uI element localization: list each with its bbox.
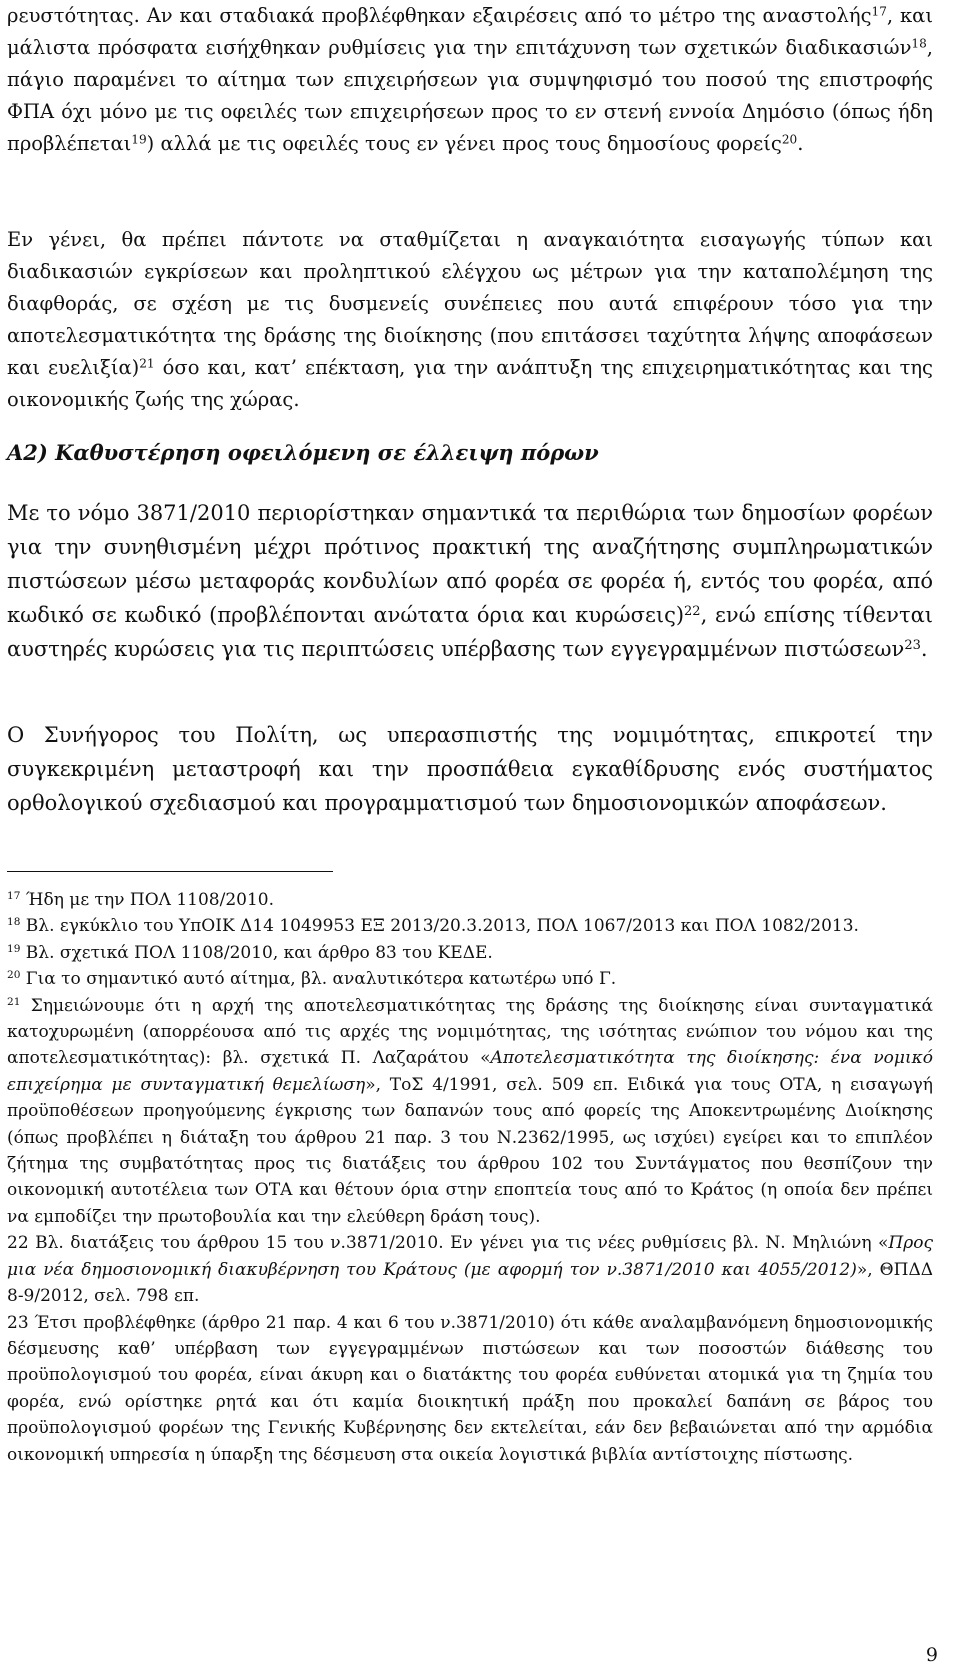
footnote-ref-22[interactable]: 22 bbox=[684, 603, 701, 619]
footnote-ref-18[interactable]: 18 bbox=[911, 36, 927, 51]
paragraph-law-3871 bbox=[7, 496, 933, 666]
footnote-text: Για το σημαντικό αυτό αίτημα, βλ. αναλυτικότερα κατωτέρω υπό Γ. bbox=[20, 969, 617, 990]
text-run: . bbox=[797, 132, 804, 155]
text-run: ) αλλά με τις οφειλές τους εν γένει προς τους δημοσίους φορείς bbox=[146, 132, 782, 155]
footnote-number: 20 bbox=[7, 969, 21, 982]
footnote-number: 21 bbox=[7, 995, 21, 1008]
text-run: Εν γένει, θα πρέπει πάντοτε να σταθμίζεται η αναγκαιότητα εισαγωγής τύπων και διαδικασιών εγκρίσεων και προληπτικού ελέγχου ως μέτρων για την καταπολέμηση της διαφθοράς, σε σχέση με τις δυσμενείς συνέπειες που αυτά επιφέρουν τόσο για την αποτελεσματικότητα της δράσης της διοίκησης (που επιτάσσει ταχύτητα λήψης αποφάσεων και ευελιξία) bbox=[7, 228, 933, 379]
footnote-22 bbox=[7, 1230, 933, 1309]
footnote-17 bbox=[7, 887, 933, 913]
footnote-19 bbox=[7, 940, 933, 966]
footnote-number: 19 bbox=[7, 943, 21, 956]
text-run: , ενώ επίσης τίθενται αυστηρές κυρώσεις για τις περιπτώσεις υπέρβασης των εγγεγραμμένων πιστώσεων bbox=[7, 603, 933, 661]
footnote-text: », ΤοΣ 4/1991, σελ. 509 επ. Ειδικά για τους ΟΤΑ, η εισαγωγή προϋποθέσεων προηγούμενης έγκρισης των δαπανών τους από φορείς της Αποκεντρωμένης Διοίκησης (όπως προβλέπει η διάταξη του άρθρου 21 παρ. 3 του Ν.2362/1995, ως ισχύει) εγείρει και το επιπλέον ζήτημα της συμβατότητας προς τις διατάξεις του άρθρου 102 του Συντάγματος που θεσπίζουν την οικονομική αυτοτέλεια των ΟΤΑ και θέτουν όρια στην εποπτεία τους από το Κράτος (η οποία δεν πρέπει να εμποδίζει την πρωτοβουλία και την ελεύθερη δράση τους). bbox=[7, 1074, 933, 1227]
footnote-citation-title: Αποτελεσματικότητα της διοίκησης: ένα νομικό επιχείρημα με συνταγματική θεμελίωση bbox=[7, 1048, 934, 1095]
footnote-number: 17 bbox=[7, 890, 21, 903]
footnote-separator bbox=[7, 871, 333, 872]
page-number: 9 bbox=[925, 1644, 938, 1666]
text-run: , πάγιο παραμένει το αίτημα των επιχειρήσεων για συμψηφισμό του ποσού της επιστροφής ΦΠΑ όχι μόνο με τις οφειλές των επιχειρήσεων προς το εν στενή εννοία Δημόσιο (όπως ήδη προβλέπεται bbox=[7, 36, 933, 155]
footnote-text: 22 Βλ. διατάξεις του άρθρου 15 του ν.3871/2010. Εν γένει για τις νέες ρυθμίσεις βλ. Ν. Μηλιώνη « bbox=[7, 1233, 889, 1254]
paragraph-ombudsman: Ο Συνήγορος του Πολίτη, ως υπερασπιστής της νομιμότητας, επικροτεί την συγκεκριμένη μεταστροφή και την προσπάθεια εγκαθίδρυσης ενός συστήματος ορθολογικού σχεδιασμού και προγραμματισμού των δημοσιονομικών αποφάσεων. bbox=[7, 723, 933, 815]
footnotes bbox=[7, 887, 933, 1468]
section-heading: Α2) Καθυστέρηση οφειλόμενη σε έλλειψη πόρων bbox=[7, 440, 599, 465]
footnote-23: 23 Έτσι προβλέφθηκε (άρθρο 21 παρ. 4 και 6 του ν.3871/2010) ότι κάθε αναλαμβανόμενη δημοσιονομικής δέσμευσης καθ’ υπέρβαση των εγγεγραμμένων πιστώσεων και των ποσοστών διάθεσης του προϋπολογισμού του φορέα, είναι άκυρη και ο διατάκτης του φορέα ευθύνεται ατομικά για τη ζημία του φορέα, ενώ ορίστηκε ρητά και ότι καμία διοικητική πράξη που προκαλεί δαπάνη σε βάρος του προϋπολογισμού φορέων της Γενικής Κυβέρνησης δεν εκτελείται, εάν δεν βεβαιώνεται από την αρμόδια οικονομική υπηρεσία η ύπαρξη της δέσμευση στα οικεία λογιστικά βιβλία αντίστοιχης πίστωσης. bbox=[7, 1312, 933, 1465]
footnote-ref-23[interactable]: 23 bbox=[904, 637, 921, 653]
footnote-text: Βλ. εγκύκλιο του ΥπΟΙΚ Δ14 1049953 ΕΞ 2013/20.3.2013, ΠΟΛ 1067/2013 και ΠΟΛ 1082/2013. bbox=[20, 916, 859, 937]
footnote-ref-21[interactable]: 21 bbox=[139, 356, 155, 371]
footnote-ref-17[interactable]: 17 bbox=[871, 4, 887, 19]
text-run: Με το νόμο 3871/2010 περιορίστηκαν σημαντικά τα περιθώρια των δημοσίων φορέων για την συνηθισμένη μέχρι πρότινος πρακτική της αναζήτησης συμπληρωματικών πιστώσεων μέσω μεταφοράς κονδυλίων από φορέα σε φορέα ή, εντός του φορέα, από κωδικό σε κωδικό (προβλέπονται ανώτατα όρια και κυρώσεις) bbox=[7, 501, 933, 627]
paragraph-vat-refund bbox=[7, 0, 933, 160]
footnote-citation-title: Προς μια νέα δημοσιονομική διακυβέρνηση του Κράτους (με αφορμή τον ν.3871/2010 και 4055/2012) bbox=[7, 1233, 933, 1280]
footnote-18 bbox=[7, 913, 933, 939]
text-run: , και μάλιστα πρόσφατα εισήχθηκαν ρυθμίσεις για την επιτάχυνση των σχετικών διαδικασιών bbox=[7, 4, 933, 59]
footnote-ref-19[interactable]: 19 bbox=[131, 132, 147, 147]
footnote-text: Σημειώνουμε ότι η αρχή της αποτελεσματικότητας της δράσης της διοίκησης είναι συνταγματικά κατοχυρωμένη (απορρέουσα από τις αρχές της νομιμότητας, της ισότητας ενώπιον του νόμου και της αποτελεσματικότητας): βλ. σχετικά Π. Λαζαράτου « bbox=[7, 995, 933, 1069]
text-run: . bbox=[920, 637, 928, 661]
footnote-20 bbox=[7, 966, 933, 992]
footnote-text: », ΘΠΔΔ 8-9/2012, σελ. 798 επ. bbox=[7, 1259, 933, 1307]
footnote-number: 18 bbox=[7, 916, 21, 929]
text-run: ρευστότητας. Αν και σταδιακά προβλέφθηκαν εξαιρέσεις από το μέτρο της αναστολής bbox=[7, 4, 872, 27]
footnote-21 bbox=[7, 993, 933, 1231]
footnote-text: Βλ. σχετικά ΠΟΛ 1108/2010, και άρθρο 83 του ΚΕΔΕ. bbox=[20, 942, 493, 963]
text-run: όσο και, κατ’ επέκταση, για την ανάπτυξη της επιχειρηματικότητας και της οικονομικής ζωής της χώρας. bbox=[7, 356, 933, 411]
footnote-ref-20[interactable]: 20 bbox=[781, 132, 798, 147]
paragraph-approvals bbox=[7, 224, 933, 416]
footnote-text: Ήδη με την ΠΟΛ 1108/2010. bbox=[20, 890, 274, 910]
